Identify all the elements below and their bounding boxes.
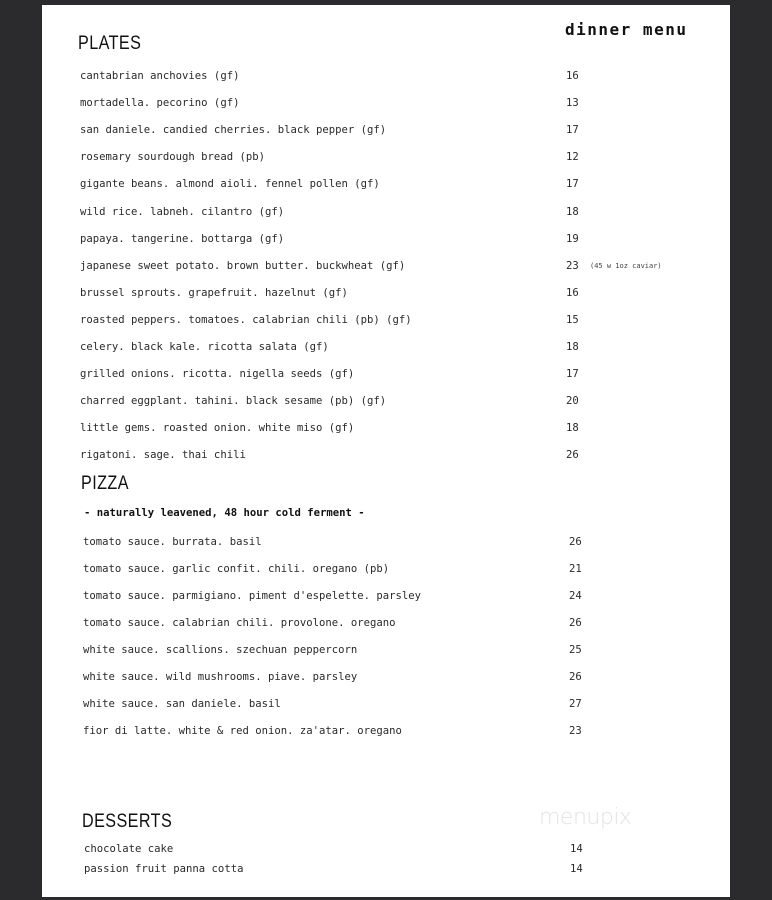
menu-item	[42, 533, 730, 551]
menu-title: dinner menu	[565, 20, 688, 39]
item-price: 20	[566, 395, 579, 408]
menu-page	[42, 5, 730, 897]
menu-item	[42, 365, 730, 383]
item-name: gigante beans. almond aioli. fennel pollen (gf)	[80, 178, 380, 191]
item-name: rosemary sourdough bread (pb)	[80, 151, 265, 164]
item-price: 17	[566, 178, 579, 191]
item-price: 19	[566, 232, 579, 245]
item-name: mortadella. pecorino (gf)	[80, 97, 240, 110]
item-price: 17	[566, 368, 579, 381]
menu-item	[42, 587, 730, 605]
item-name: charred eggplant. tahini. black sesame (pb) (gf)	[80, 395, 387, 408]
item-price: 23	[569, 725, 582, 737]
item-price: 26	[569, 671, 582, 683]
item-name: tomato sauce. garlic confit. chili. oregano (pb)	[83, 563, 390, 575]
item-price: 17	[566, 124, 579, 137]
item-name: passion fruit panna cotta	[84, 863, 244, 875]
item-name: rigatoni. sage. thai chili	[80, 449, 246, 462]
item-price: 18	[566, 205, 579, 218]
item-name: papaya. tangerine. bottarga (gf)	[80, 232, 285, 245]
menu-item	[42, 175, 730, 193]
menu-item	[42, 722, 730, 740]
menu-item	[42, 121, 730, 139]
desserts-heading: DESSERTS	[82, 811, 173, 832]
menu-item	[42, 641, 730, 659]
menu-item	[42, 668, 730, 686]
menu-item	[42, 148, 730, 166]
item-price: 18	[566, 422, 579, 435]
item-name: white sauce. scallions. szechuan peppercorn	[83, 644, 358, 656]
item-name: japanese sweet potato. brown butter. buckwheat (gf)	[80, 259, 406, 272]
menu-item	[42, 560, 730, 578]
item-price: 14	[570, 863, 583, 875]
item-price: 13	[566, 97, 579, 110]
item-name: grilled onions. ricotta. nigella seeds (gf)	[80, 368, 355, 381]
menu-item	[42, 419, 730, 437]
item-name: roasted peppers. tomatoes. calabrian chili (pb) (gf)	[80, 313, 412, 326]
menu-item	[42, 860, 730, 878]
item-price: 15	[566, 313, 579, 326]
menu-item	[42, 284, 730, 302]
pizza-heading: PIZZA	[81, 473, 129, 494]
item-name: celery. black kale. ricotta salata (gf)	[80, 341, 329, 353]
item-price: 18	[566, 341, 579, 353]
item-name: brussel sprouts. grapefruit. hazelnut (gf)	[80, 286, 348, 299]
item-name: fior di latte. white & red onion. za'atar. oregano	[83, 725, 402, 737]
menu-item	[42, 695, 730, 713]
menu-item	[42, 392, 730, 410]
pizza-subtitle: - naturally leavened, 48 hour cold ferment -	[84, 507, 365, 519]
menu-item	[42, 446, 730, 464]
item-note: (45 w 1oz caviar)	[590, 261, 662, 270]
item-name: tomato sauce. calabrian chili. provolone. oregano	[83, 617, 396, 629]
item-price: 14	[570, 843, 583, 855]
item-name: little gems. roasted onion. white miso (gf)	[80, 422, 355, 435]
menu-item	[42, 840, 730, 858]
item-price: 27	[569, 698, 582, 710]
item-name: tomato sauce. parmigiano. piment d'espelette. parsley	[83, 590, 422, 602]
item-name: chocolate cake	[84, 843, 174, 855]
item-price: 26	[566, 449, 579, 462]
item-price: 16	[566, 70, 579, 82]
menu-item	[42, 257, 730, 275]
item-price: 24	[569, 590, 582, 602]
watermark-logo: menupix	[539, 805, 632, 830]
item-name: tomato sauce. burrata. basil	[83, 536, 262, 548]
item-name: white sauce. wild mushrooms. piave. parsley	[83, 671, 358, 683]
menu-item	[42, 230, 730, 248]
item-name: san daniele. candied cherries. black pepper (gf)	[80, 124, 387, 137]
menu-item	[42, 203, 730, 221]
item-name: cantabrian anchovies (gf)	[80, 70, 240, 82]
menu-item	[42, 338, 730, 356]
item-price: 23	[566, 259, 579, 272]
item-name: wild rice. labneh. cilantro (gf)	[80, 205, 285, 218]
menu-item	[42, 614, 730, 632]
item-price: 12	[566, 151, 579, 164]
item-price: 16	[566, 286, 579, 299]
menu-item	[42, 311, 730, 329]
item-name: white sauce. san daniele. basil	[83, 698, 281, 710]
item-price: 25	[569, 644, 582, 656]
item-price: 21	[569, 563, 582, 575]
menu-item	[42, 67, 730, 85]
item-price: 26	[569, 617, 582, 629]
item-price: 26	[569, 536, 582, 548]
menu-item	[42, 94, 730, 112]
plates-heading: PLATES	[78, 33, 142, 54]
